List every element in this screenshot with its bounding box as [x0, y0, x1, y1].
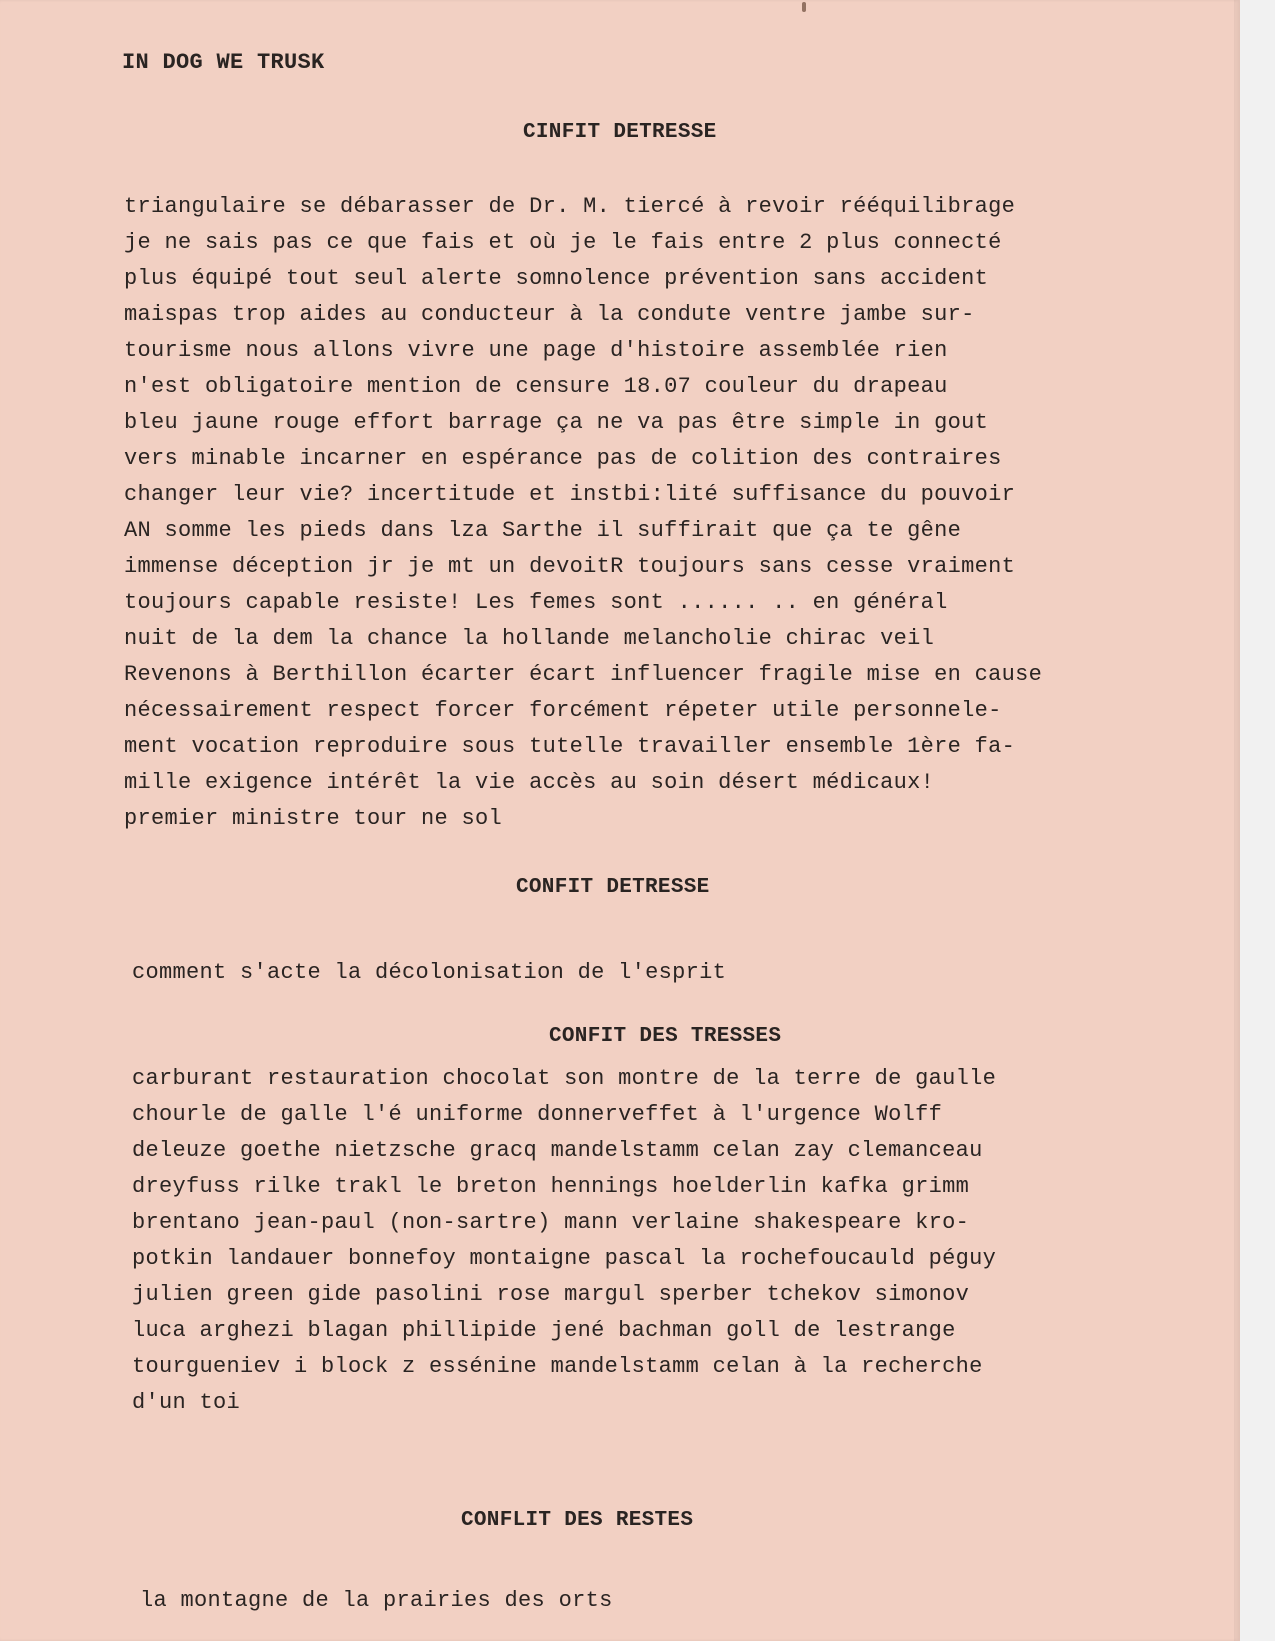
- text-line: ment vocation reproduire sous tutelle travailler ensemble 1ère fa-: [124, 734, 1016, 759]
- text-line: brentano jean-paul (non-sartre) mann verlaine shakespeare kro-: [132, 1210, 970, 1235]
- text-line: mille exigence intérêt la vie accès au soin désert médicaux!: [124, 770, 935, 795]
- text-line: bleu jaune rouge effort barrage ça ne va pas être simple in gout: [124, 410, 989, 435]
- text-line: la montagne de la prairies des orts: [140, 1588, 613, 1613]
- text-line: potkin landauer bonnefoy montaigne pascal la rochefoucauld péguy: [132, 1246, 997, 1271]
- text-line: comment s'acte la décolonisation de l'esprit: [132, 960, 727, 985]
- text-line: luca arghezi blagan phillipide jené bachman goll de lestrange: [132, 1318, 956, 1343]
- section-title: CONFLIT DES RESTES: [461, 1509, 694, 1532]
- text-line: n'est obligatoire mention de censure 18.07 couleur du drapeau: [124, 374, 948, 399]
- text-line: deleuze goethe nietzsche gracq mandelstamm celan zay clemanceau: [132, 1138, 983, 1163]
- text-line: julien green gide pasolini rose margul sperber tchekov simonov: [132, 1282, 970, 1307]
- text-line: d'un toi: [132, 1390, 241, 1415]
- section-title: CINFIT DETRESSE: [523, 121, 717, 144]
- text-line: premier ministre tour ne sol: [124, 806, 503, 831]
- text-line: toujours capable resiste! Les femes sont ...... .. en général: [124, 590, 948, 615]
- text-line: dreyfuss rilke trakl le breton hennings hoelderlin kafka grimm: [132, 1174, 970, 1199]
- text-line: tourgueniev i block z essénine mandelstamm celan à la recherche: [132, 1354, 983, 1379]
- text-line: maispas trop aides au conducteur à la condute ventre jambe sur-: [124, 302, 975, 327]
- text-line: changer leur vie? incertitude et instbi:lité suffisance du pouvoir: [124, 482, 1016, 507]
- text-line: tourisme nous allons vivre une page d'histoire assemblée rien: [124, 338, 948, 363]
- text-line: nécessairement respect forcer forcément répeter utile personnele-: [124, 698, 1002, 723]
- section-title: CONFIT DETRESSE: [516, 876, 710, 899]
- text-line: Revenons à Berthillon écarter écart influencer fragile mise en cause: [124, 662, 1043, 687]
- text-line: nuit de la dem la chance la hollande melancholie chirac veil: [124, 626, 935, 651]
- document-header: IN DOG WE TRUSK: [122, 50, 325, 75]
- text-line: carburant restauration chocolat son montre de la terre de gaulle: [132, 1066, 997, 1091]
- text-line: vers minable incarner en espérance pas de colition des contraires: [124, 446, 1002, 471]
- section-title: CONFIT DES TRESSES: [549, 1025, 782, 1048]
- text-line: AN somme les pieds dans lza Sarthe il suffirait que ça te gêne: [124, 518, 962, 543]
- text-line: triangulaire se débarasser de Dr. M. tiercé à revoir rééquilibrage: [124, 194, 1016, 219]
- text-line: je ne sais pas ce que fais et où je le fais entre 2 plus connecté: [124, 230, 1002, 255]
- ink-speck: [802, 2, 806, 12]
- text-line: plus équipé tout seul alerte somnolence prévention sans accident: [124, 266, 989, 291]
- text-line: chourle de galle l'é uniforme donnerveffet à l'urgence Wolff: [132, 1102, 943, 1127]
- text-line: immense déception jr je mt un devoitR toujours sans cesse vraiment: [124, 554, 1016, 579]
